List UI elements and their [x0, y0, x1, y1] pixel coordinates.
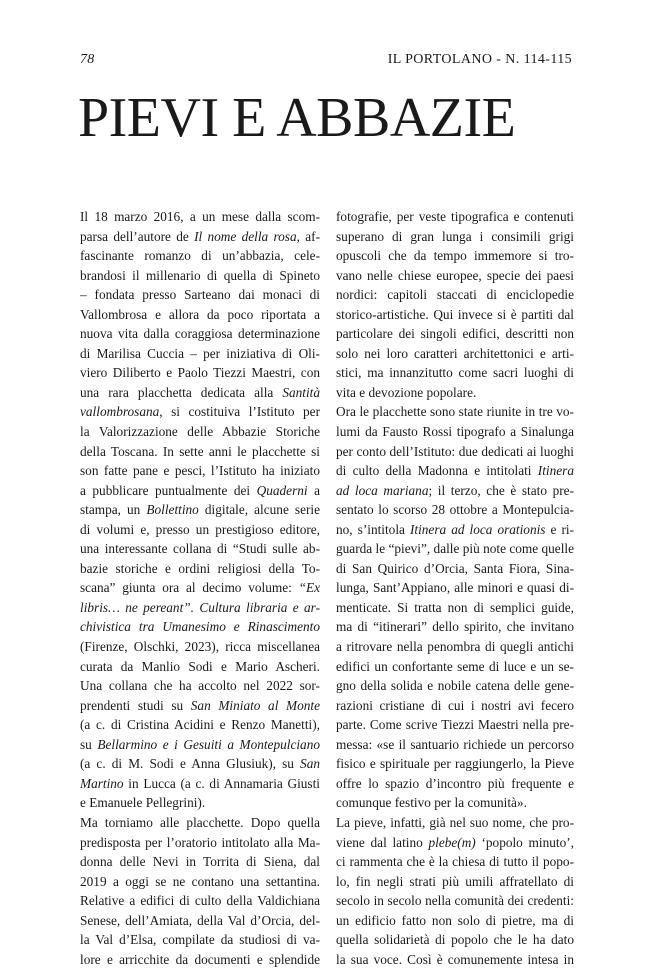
- italic-text: San Miniato al Monte: [190, 697, 320, 713]
- italic-text: Itinera: [537, 463, 574, 479]
- italic-text: San: [300, 756, 320, 772]
- text-line: [336, 598, 574, 618]
- text-run: fotografie, per veste tipografica e contenuti: [336, 209, 574, 224]
- text-run: , si costituiva l’Istituto per: [159, 404, 320, 420]
- text-run: vita e devozione popolare.: [336, 384, 477, 400]
- text-run: Ora le placchette sono state riunite in tre vo-: [336, 404, 574, 420]
- text-line: [80, 657, 320, 677]
- text-run: la Val d’Elsa, compilate da studiosi di va-: [80, 932, 320, 948]
- text-run: su: [80, 736, 98, 752]
- text-run: di culto della Madonna e intitolati: [336, 463, 538, 479]
- text-run: Una collana che ha accolto nel 2022 sor-: [80, 678, 320, 694]
- text-line: [80, 500, 320, 520]
- text-line: [336, 676, 574, 696]
- text-run: 2019 a oggi se ne contano una settantina.: [80, 873, 320, 889]
- text-line: [336, 715, 574, 735]
- text-line: [80, 227, 320, 247]
- text-run: ci rammenta che è la chiesa di tutto il popo-: [336, 854, 574, 870]
- text-line: [80, 344, 320, 364]
- text-line: [336, 305, 574, 325]
- text-line: [80, 754, 320, 774]
- text-run: offre lo spazio d’incontro più frequente e: [336, 775, 574, 791]
- text-line: [336, 481, 574, 501]
- italic-text: Bollettino: [146, 502, 199, 518]
- text-run: ; il terzo, che è stato pre-: [428, 482, 574, 498]
- text-line: [80, 598, 320, 618]
- text-run: lore e arricchite da documenti e splendide: [80, 951, 320, 967]
- text-line: [80, 735, 320, 755]
- text-run: (a c. di Cristina Acidini e Renzo Manetti),: [80, 717, 320, 733]
- text-run: Relative a edifici di culto della Valdichiana: [80, 893, 320, 909]
- text-run: prendenti studi su: [80, 697, 191, 713]
- italic-text: Bellarmino e i Gesuiti a Montepulciano: [97, 736, 320, 752]
- text-line: [80, 676, 320, 696]
- text-line: [80, 422, 320, 442]
- text-run: vano nelle chiese europee, specie dei paesi: [336, 267, 574, 283]
- text-line: [336, 930, 574, 950]
- text-run: – fondata presso Sarteano dai monaci di: [80, 287, 320, 303]
- text-line: [336, 402, 574, 422]
- text-line: [80, 363, 320, 383]
- text-line: [80, 872, 320, 892]
- text-run: superano di gran lunga i consimili grigi: [336, 228, 574, 244]
- text-line: [80, 930, 320, 950]
- text-run: nuova vita dalla coraggiosa determinazione: [80, 326, 320, 342]
- page-number: 78: [80, 52, 95, 67]
- text-run: lo, fin negli strati più umili affratellato di: [336, 873, 574, 889]
- text-line: [336, 539, 574, 559]
- text-run: la sua voce. Così è comunemente intesa in: [336, 951, 574, 967]
- text-line: [336, 950, 574, 969]
- text-line: [80, 461, 320, 481]
- text-run: della Toscana. In sette anni le placchette si: [80, 443, 320, 459]
- text-run: donna delle Nevi in Torrita di Siena, dal: [80, 854, 320, 870]
- text-line: [336, 872, 574, 892]
- text-run: sentato lo scorso 28 ottobre a Montepulcia-: [336, 502, 574, 518]
- text-run: particolare dei singoli edifici, descritti non: [336, 326, 574, 342]
- text-run: ‘popolo minuto’,: [475, 834, 574, 850]
- text-run: Senese, dell’Amiata, della Val d’Orcia, del-: [80, 912, 320, 928]
- right-text-column: [336, 207, 574, 969]
- text-line: [336, 461, 574, 481]
- text-line: [80, 559, 320, 579]
- text-line: [336, 696, 574, 716]
- italic-text: Martino: [80, 775, 124, 791]
- text-line: [336, 754, 574, 774]
- text-line: [336, 852, 574, 872]
- text-line: [80, 774, 320, 794]
- text-line: [336, 344, 574, 364]
- text-run: opuscoli che da tempo immemore si tro-: [336, 248, 574, 264]
- text-run: una rara placchetta dedicata alla: [80, 384, 283, 400]
- text-line: [80, 891, 320, 911]
- italic-text: vallombrosana: [80, 404, 160, 420]
- text-run: parsa dell’autore de: [80, 228, 195, 244]
- text-line: [336, 559, 574, 579]
- text-run: una interessante collana di “Studi sulle ab-: [80, 541, 320, 557]
- text-run: La pieve, infatti, già nel suo nome, che pro-: [336, 814, 574, 830]
- text-line: [80, 950, 320, 969]
- text-run: un edificio fatto non solo di pietre, ma di: [336, 912, 574, 928]
- text-run: storico-artistiche. Qui invece si è partiti dal: [336, 306, 574, 322]
- text-line: [80, 852, 320, 872]
- text-line: [80, 578, 320, 598]
- text-run: scana” giunta ora al decimo volume:: [80, 580, 299, 596]
- text-line: [336, 617, 574, 637]
- italic-text: plebe(m): [428, 834, 476, 850]
- text-run: solo nei loro caratteri architettonici e arti-: [336, 345, 574, 361]
- text-line: [80, 617, 320, 637]
- page-header: [80, 52, 572, 68]
- text-run: per conto dell’Istituto: due dedicati ai luoghi: [336, 443, 574, 459]
- text-line: [336, 266, 574, 286]
- text-run: stampa, un: [80, 502, 147, 518]
- text-run: messa: «se il santuario richiede un percorso: [336, 736, 574, 752]
- text-run: fascinante romanzo di un’abbazia, cele-: [80, 248, 320, 264]
- text-run: di San Quirico d’Orcia, Santa Fiora, Sina-: [336, 560, 574, 576]
- text-line: [80, 285, 320, 305]
- text-line: [336, 911, 574, 931]
- text-line: [80, 442, 320, 462]
- text-run: stici, ma innanzitutto come sacri luoghi di: [336, 365, 574, 381]
- text-run: nordici: capitoli staccati di enciclopedie: [336, 287, 574, 303]
- text-line: [80, 324, 320, 344]
- text-run: no, s’intitola: [336, 521, 410, 537]
- text-line: [336, 363, 574, 383]
- text-line: [80, 246, 320, 266]
- text-run: parte. Come scrive Tiezzi Maestri nella pre-: [336, 717, 574, 733]
- text-run: e ri-: [545, 521, 574, 537]
- text-line: [336, 383, 574, 403]
- text-run: , af-: [296, 228, 320, 244]
- text-line: [80, 911, 320, 931]
- text-run: razioni cristiane di cui i nostri avi fecero: [336, 697, 574, 713]
- text-run: curata da Manlio Sodi e Mario Ascheri.: [80, 658, 320, 674]
- italic-text: Itinera ad loca orationis: [409, 521, 546, 537]
- text-run: a pubblicare puntualmente dei: [80, 482, 257, 498]
- text-line: [80, 383, 320, 403]
- text-line: [336, 637, 574, 657]
- text-line: [80, 207, 320, 227]
- text-line: [80, 305, 320, 325]
- text-run: guarda le “pievi”, dalle più note come quelle: [336, 541, 574, 557]
- text-run: in Lucca (a c. di Annamaria Giusti: [123, 775, 320, 791]
- text-run: fisico e spirituale per raggiungerlo, la Pieve: [336, 756, 574, 772]
- text-line: [336, 520, 574, 540]
- text-run: ma di “itinerari” dello spirito, che invitano: [336, 619, 574, 635]
- italic-text: Quaderni: [256, 482, 308, 498]
- text-line: [336, 891, 574, 911]
- text-line: [80, 793, 320, 813]
- text-line: [336, 657, 574, 677]
- text-run: la Valorizzazione delle Abbazie Storiche: [80, 424, 320, 440]
- text-line: [336, 285, 574, 305]
- text-line: [336, 422, 574, 442]
- text-run: di volumi e, presso un prestigioso editore,: [80, 521, 320, 537]
- text-line: [80, 481, 320, 501]
- text-run: Vallombrosa e allora da poco riportata a: [80, 306, 320, 322]
- text-line: [336, 227, 574, 247]
- text-line: [336, 813, 574, 833]
- text-line: [336, 735, 574, 755]
- text-line: [80, 539, 320, 559]
- text-run: quella solidarietà di popolo che le ha dato: [336, 932, 574, 948]
- text-run: brandosi il millenario di quella di Spineto: [80, 267, 320, 283]
- text-run: viene dal latino: [336, 834, 429, 850]
- text-run: lumi da Fausto Rossi tipografo a Sinalunga: [336, 424, 574, 440]
- text-run: a: [307, 482, 320, 498]
- text-line: [80, 715, 320, 735]
- text-line: [80, 813, 320, 833]
- left-text-column: [80, 207, 320, 969]
- text-run: bazie storiche e ordini religiosi della To-: [80, 560, 320, 576]
- text-line: [336, 774, 574, 794]
- text-line: [80, 266, 320, 286]
- text-run: Ma torniamo alle placchette. Dopo quella: [80, 814, 320, 830]
- italic-text: chivistica tra Umanesimo e Rinascimento: [80, 619, 320, 635]
- text-line: [80, 520, 320, 540]
- text-line: [336, 500, 574, 520]
- text-run: menticate. Si tratta non di semplici guide,: [336, 599, 574, 615]
- text-run: viero Diliberto e Paolo Tiezzi Maestri, con: [80, 365, 320, 381]
- text-line: [336, 793, 574, 813]
- text-run: son fatte pane e pesci, l’Istituto ha iniziato: [80, 463, 320, 479]
- text-run: predisposta per l’oratorio intitolato alla Ma-: [80, 834, 320, 850]
- text-run: e Emanuele Pellegrini).: [80, 795, 206, 811]
- text-line: [336, 578, 574, 598]
- text-line: [80, 637, 320, 657]
- text-run: gno della solida e nobile catena delle gene-: [336, 678, 574, 694]
- running-head: IL PORTOLANO - N. 114-115: [387, 52, 572, 67]
- article-title: PIEVI E ABBAZIE: [78, 87, 516, 149]
- text-line: [80, 696, 320, 716]
- italic-text: “Ex: [298, 580, 320, 596]
- text-line: [336, 324, 574, 344]
- text-run: comunque festivo per la comunità».: [336, 795, 527, 811]
- text-line: [80, 833, 320, 853]
- text-line: [336, 833, 574, 853]
- text-run: (a c. di M. Sodi e Anna Glusiuk), su: [80, 756, 301, 772]
- text-line: [336, 442, 574, 462]
- text-run: di Marilisa Cuccia – per iniziativa di Oli-: [80, 345, 320, 361]
- text-run: lunga, Sant’Appiano, alle minori e quasi di-: [336, 580, 574, 596]
- text-run: digitale, alcune serie: [198, 502, 320, 518]
- text-run: Il 18 marzo 2016, a un mese dalla scom-: [80, 209, 320, 224]
- italic-text: Il nome della rosa: [194, 228, 297, 244]
- italic-text: Santità: [282, 384, 320, 400]
- text-run: edifici un confortante seme di luce e un se-: [336, 658, 574, 674]
- text-run: a ritrovare nella penombra di quegli antichi: [336, 639, 574, 655]
- text-run: (Firenze, Olschki, 2023), ricca miscellanea: [80, 639, 320, 655]
- text-run: secolo in secolo nella comunità dei credenti:: [336, 893, 574, 909]
- italic-text: libris… ne pereant”. Cultura libraria e ar-: [80, 599, 320, 615]
- text-line: [336, 207, 574, 227]
- text-line: [80, 402, 320, 422]
- italic-text: ad loca mariana: [336, 482, 429, 498]
- text-line: [336, 246, 574, 266]
